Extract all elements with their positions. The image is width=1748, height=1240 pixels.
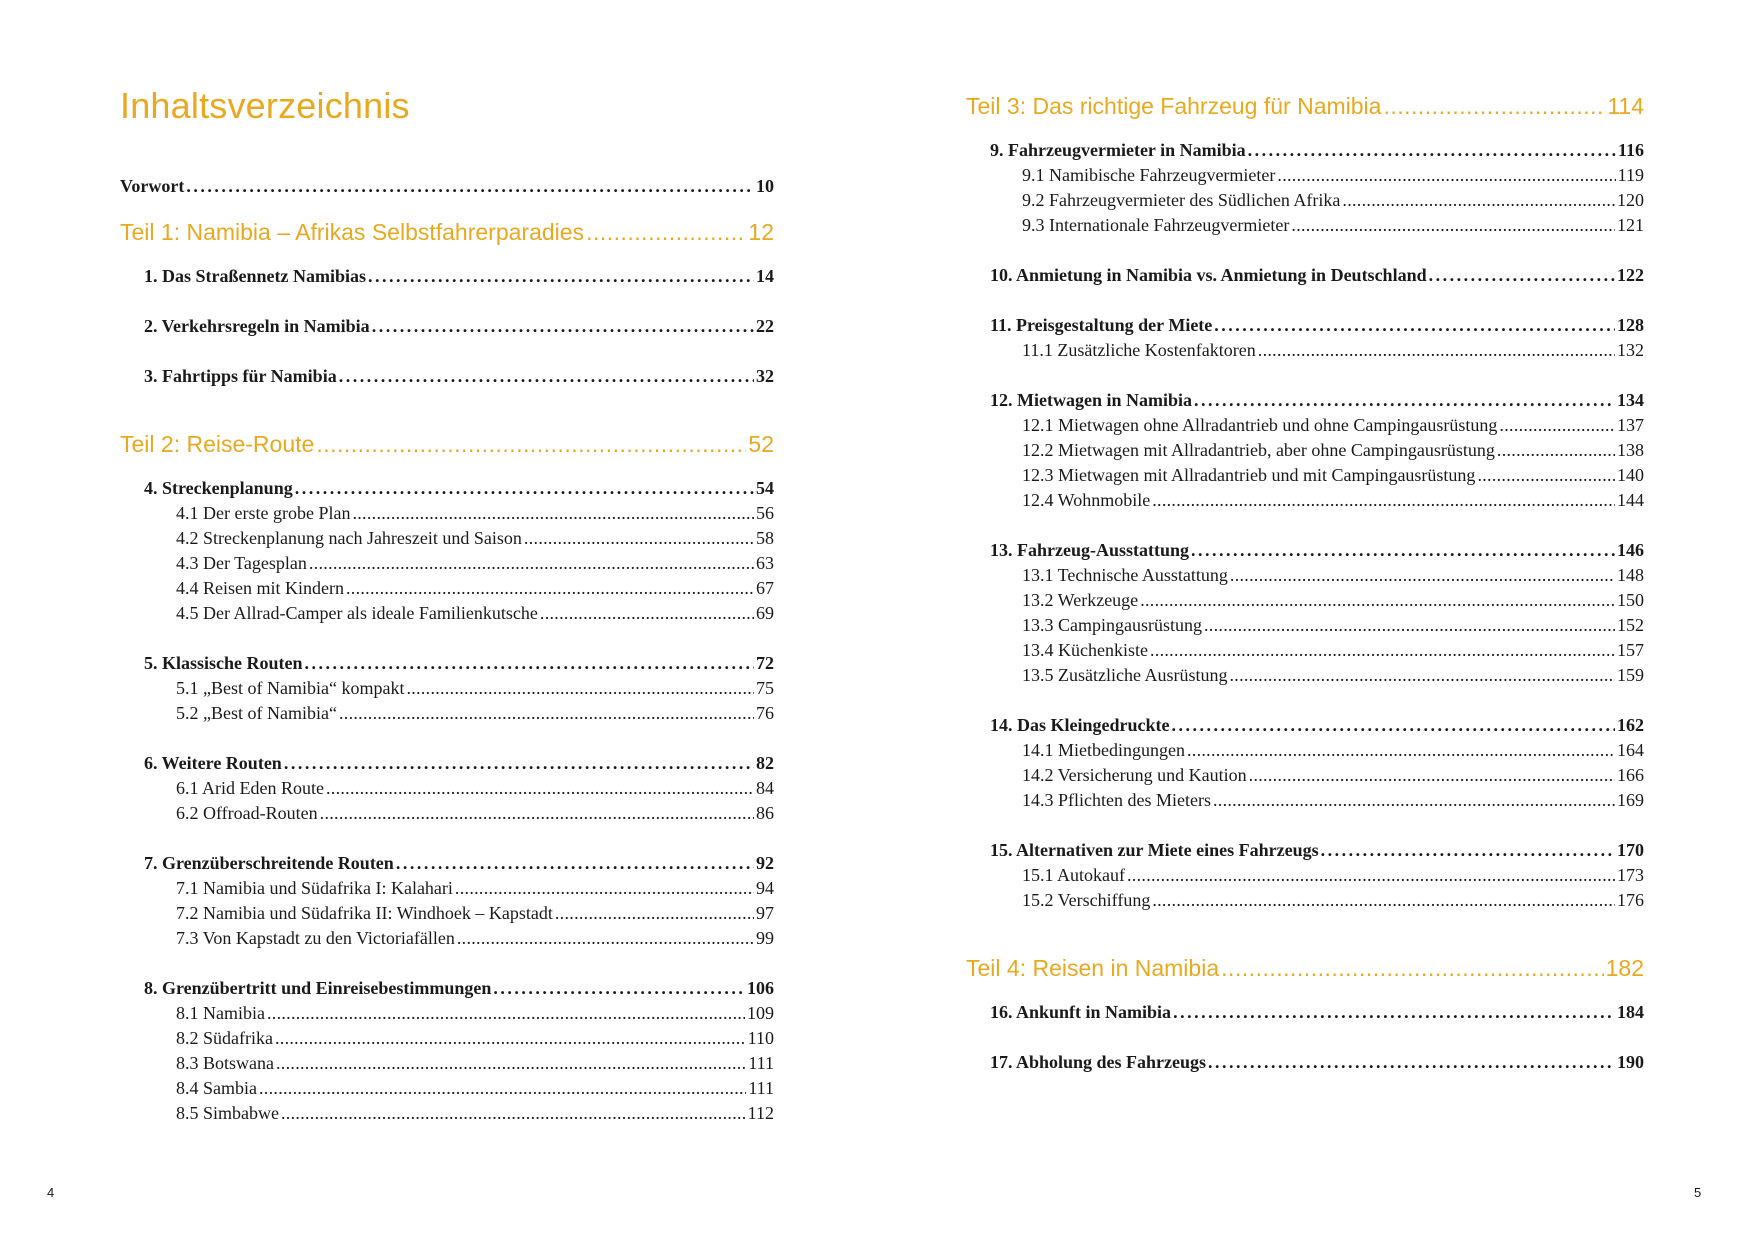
toc-chapter-8[interactable]: 8. Grenzübertritt und Einreisebestimmungen ..... 106 xyxy=(120,976,774,1001)
toc-subsection[interactable]: 13.1 Technische Ausstattung ..... 148 xyxy=(990,563,1644,588)
toc-subsection[interactable]: 9.2 Fahrzeugvermieter des Südlichen Afrika ..... 120 xyxy=(990,188,1644,213)
toc-chapter-10[interactable]: 10. Anmietung in Namibia vs. Anmietung in Deutschland ..... 122 xyxy=(990,263,1644,288)
toc-part-2[interactable]: Teil 2: Reise-Route ..... 52 xyxy=(120,429,774,459)
toc-subsection[interactable]: 14.2 Versicherung und Kaution ..... 166 xyxy=(990,763,1644,788)
toc-chapter-14[interactable]: 14. Das Kleingedruckte ..... 162 xyxy=(990,713,1644,738)
toc-left-column xyxy=(120,174,774,1126)
toc-subsection[interactable]: 13.5 Zusätzliche Ausrüstung ..... 159 xyxy=(990,663,1644,688)
toc-subsection[interactable]: 4.2 Streckenplanung nach Jahreszeit und Saison ..... 58 xyxy=(120,526,774,551)
toc-chapter-9[interactable]: 9. Fahrzeugvermieter in Namibia ..... 116 xyxy=(990,138,1644,163)
toc-subsection[interactable]: 8.3 Botswana ..... 111 xyxy=(120,1051,774,1076)
toc-subsection[interactable]: 6.1 Arid Eden Route ..... 84 xyxy=(120,776,774,801)
toc-subsection[interactable]: 13.2 Werkzeuge ..... 150 xyxy=(990,588,1644,613)
toc-subsection[interactable]: 12.1 Mietwagen ohne Allradantrieb und ohne Campingausrüstung ..... 137 xyxy=(990,413,1644,438)
toc-subsection[interactable]: 11.1 Zusätzliche Kostenfaktoren ..... 132 xyxy=(990,338,1644,363)
toc-title: Inhaltsverzeichnis xyxy=(120,85,410,126)
toc-chapter-11[interactable]: 11. Preisgestaltung der Miete ..... 128 xyxy=(990,313,1644,338)
toc-subsection[interactable]: 7.2 Namibia und Südafrika II: Windhoek – Kapstadt ..... 97 xyxy=(120,901,774,926)
toc-chapter-17[interactable]: 17. Abholung des Fahrzeugs ..... 190 xyxy=(990,1050,1644,1075)
toc-subsection[interactable]: 9.3 Internationale Fahrzeugvermieter ..... 121 xyxy=(990,213,1644,238)
toc-subsection[interactable]: 4.3 Der Tagesplan ..... 63 xyxy=(120,551,774,576)
toc-subsection[interactable]: 8.4 Sambia ..... 111 xyxy=(120,1076,774,1101)
toc-chapter-6[interactable]: 6. Weitere Routen ..... 82 xyxy=(120,751,774,776)
toc-subsection[interactable]: 8.5 Simbabwe ..... 112 xyxy=(120,1101,774,1126)
toc-chapter-16[interactable]: 16. Ankunft in Namibia ..... 184 xyxy=(990,1000,1644,1025)
toc-chapter-15[interactable]: 15. Alternativen zur Miete eines Fahrzeugs ..... 170 xyxy=(990,838,1644,863)
toc-subsection[interactable]: 15.2 Verschiffung ..... 176 xyxy=(990,888,1644,913)
right-page xyxy=(874,0,1748,1240)
toc-subsection[interactable]: 9.1 Namibische Fahrzeugvermieter ..... 119 xyxy=(990,163,1644,188)
toc-entry-vorwort[interactable]: Vorwort ..... 10 xyxy=(120,174,774,199)
toc-subsection[interactable]: 12.4 Wohnmobile ..... 144 xyxy=(990,488,1644,513)
toc-subsection[interactable]: 6.2 Offroad-Routen ..... 86 xyxy=(120,801,774,826)
toc-chapter-4[interactable]: 4. Streckenplanung ..... 54 xyxy=(120,476,774,501)
toc-subsection[interactable]: 14.3 Pflichten des Mieters ..... 169 xyxy=(990,788,1644,813)
toc-subsection[interactable]: 12.2 Mietwagen mit Allradantrieb, aber ohne Campingausrüstung ..... 138 xyxy=(990,438,1644,463)
toc-subsection[interactable]: 7.3 Von Kapstadt zu den Victoriafällen ..... 99 xyxy=(120,926,774,951)
toc-chapter-1[interactable]: 1. Das Straßennetz Namibias ..... 14 xyxy=(120,264,774,289)
toc-chapter-2[interactable]: 2. Verkehrsregeln in Namibia ..... 22 xyxy=(120,314,774,339)
toc-subsection[interactable]: 5.1 „Best of Namibia“ kompakt ..... 75 xyxy=(120,676,774,701)
toc-part-1[interactable]: Teil 1: Namibia – Afrikas Selbstfahrerparadies ..... 12 xyxy=(120,217,774,247)
toc-part-4[interactable]: Teil 4: Reisen in Namibia ..... 182 xyxy=(966,953,1644,983)
toc-subsection[interactable]: 13.3 Campingausrüstung ..... 152 xyxy=(990,613,1644,638)
toc-part-3[interactable]: Teil 3: Das richtige Fahrzeug für Namibia ..... 114 xyxy=(966,91,1644,121)
toc-right-column xyxy=(966,91,1644,1075)
toc-chapter-3[interactable]: 3. Fahrtipps für Namibia ..... 32 xyxy=(120,364,774,389)
toc-subsection[interactable]: 4.4 Reisen mit Kindern ..... 67 xyxy=(120,576,774,601)
toc-subsection[interactable]: 15.1 Autokauf ..... 173 xyxy=(990,863,1644,888)
toc-subsection[interactable]: 8.1 Namibia ..... 109 xyxy=(120,1001,774,1026)
toc-subsection[interactable]: 8.2 Südafrika ..... 110 xyxy=(120,1026,774,1051)
toc-subsection[interactable]: 5.2 „Best of Namibia“ ..... 76 xyxy=(120,701,774,726)
toc-subsection[interactable]: 4.5 Der Allrad-Camper als ideale Familienkutsche ..... 69 xyxy=(120,601,774,626)
toc-subsection[interactable]: 7.1 Namibia und Südafrika I: Kalahari ..... 94 xyxy=(120,876,774,901)
toc-subsection[interactable]: 12.3 Mietwagen mit Allradantrieb und mit Campingausrüstung ..... 140 xyxy=(990,463,1644,488)
page-number-left: 4 xyxy=(47,1185,55,1200)
toc-subsection[interactable]: 4.1 Der erste grobe Plan ..... 56 xyxy=(120,501,774,526)
toc-chapter-7[interactable]: 7. Grenzüberschreitende Routen ..... 92 xyxy=(120,851,774,876)
toc-subsection[interactable]: 13.4 Küchenkiste ..... 157 xyxy=(990,638,1644,663)
toc-chapter-5[interactable]: 5. Klassische Routen ..... 72 xyxy=(120,651,774,676)
toc-chapter-13[interactable]: 13. Fahrzeug-Ausstattung ..... 146 xyxy=(990,538,1644,563)
page-number-right: 5 xyxy=(1694,1185,1702,1200)
toc-chapter-12[interactable]: 12. Mietwagen in Namibia ..... 134 xyxy=(990,388,1644,413)
toc-subsection[interactable]: 14.1 Mietbedingungen ..... 164 xyxy=(990,738,1644,763)
